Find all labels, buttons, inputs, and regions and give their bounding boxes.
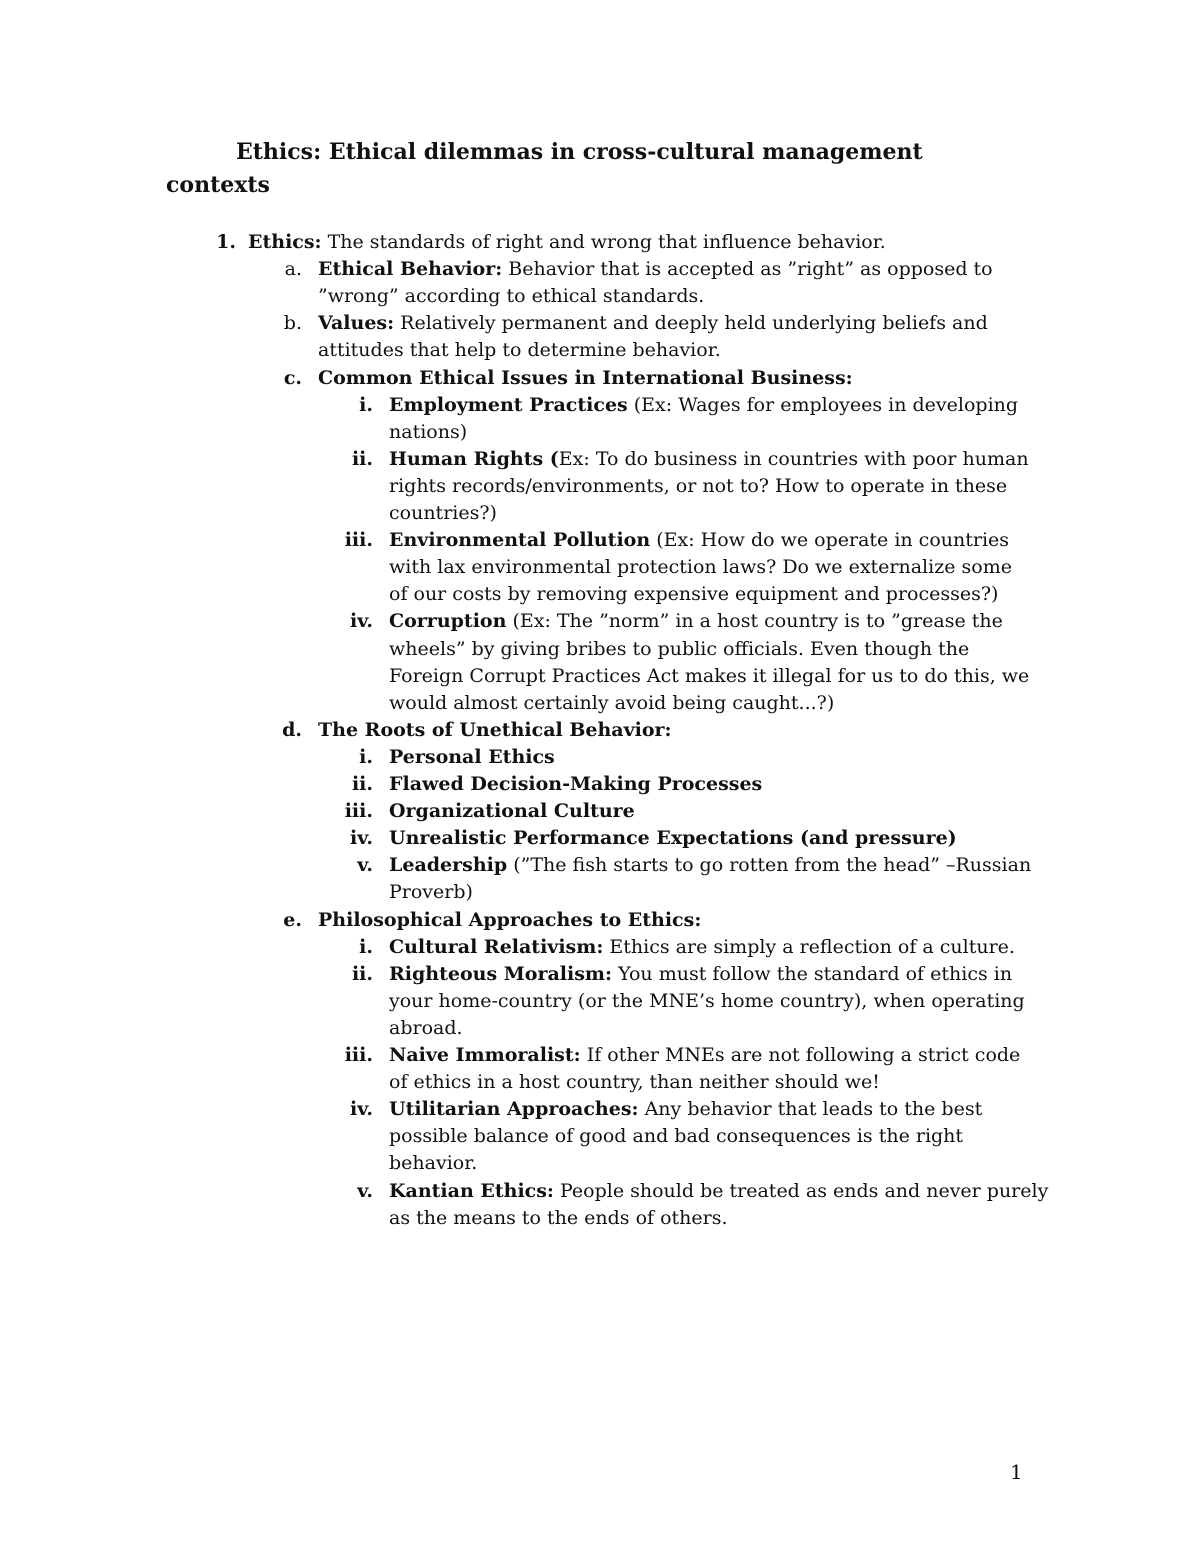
list-item-line: [389, 581, 998, 608]
list-item-term: The Roots of Unethical Behavior:: [318, 718, 672, 741]
list-item-text: attitudes that help to determine behavior.: [318, 339, 721, 362]
list-marker: a.: [284, 258, 302, 281]
list-item-text: behavior.: [389, 1152, 478, 1175]
list-item-line: [389, 636, 969, 663]
list-marker: ii.: [351, 447, 373, 470]
list-item-term: Values:: [318, 312, 395, 335]
list-item-line: [389, 1069, 880, 1096]
list-item-line: [389, 1205, 728, 1232]
list-item-line: [389, 771, 762, 798]
list-item-text: (Ex: The ”norm” in a host country is to ”grease the: [506, 610, 1003, 633]
list-item-line: [389, 879, 473, 906]
list-marker: b.: [283, 312, 302, 335]
list-item-term: Environmental Pollution: [389, 529, 651, 552]
list-item-line: [389, 798, 635, 825]
list-item-line: [389, 1150, 477, 1177]
list-item-text: Behavior that is accepted as ”right” as opposed to: [502, 258, 993, 281]
list-item-text: nations): [389, 420, 468, 443]
list-item-text: abroad.: [389, 1016, 463, 1039]
list-item-line: [389, 1042, 1020, 1069]
list-item-term: Utilitarian Approaches:: [389, 1098, 639, 1121]
list-item-term: Human Rights (: [389, 447, 559, 470]
list-item-text: Proverb): [389, 881, 473, 904]
list-item-line: [389, 961, 1012, 988]
list-marker: iv.: [350, 1098, 373, 1121]
list-item-text: of our costs by removing expensive equipment and processes?): [389, 583, 999, 606]
list-marker: i.: [359, 393, 373, 416]
list-item-text: would almost certainly avoid being caught...?): [389, 691, 835, 714]
list-item-term: Organizational Culture: [389, 800, 635, 823]
list-item-text: countries?): [389, 502, 497, 524]
list-item-text: your home-country (or the MNE’s home country), when operating: [389, 989, 1025, 1012]
list-item-line: [318, 256, 993, 283]
list-item-text: of ethics in a host country, than neither should we!: [389, 1071, 880, 1094]
page-number: 1: [1010, 1460, 1023, 1484]
list-item-line: [318, 337, 721, 364]
list-item-term: Ethics:: [248, 231, 322, 253]
list-item-line: [389, 500, 497, 527]
list-marker: v.: [357, 854, 373, 877]
list-marker: d.: [282, 718, 302, 741]
list-item-text: Ethics are simply a reflection of a culture.: [603, 935, 1015, 958]
list-item-text: ”wrong” according to ethical standards.: [318, 285, 705, 308]
list-item-text: wheels” by giving bribes to public officials. Even though the: [389, 637, 970, 660]
list-marker: e.: [283, 908, 302, 931]
list-item-line: [248, 229, 886, 256]
list-item-text: Any behavior that leads to the best: [638, 1098, 983, 1121]
list-marker: 1.: [216, 231, 236, 253]
list-marker: iii.: [344, 800, 373, 823]
list-item-term: Personal Ethics: [389, 745, 555, 768]
list-marker: c.: [283, 366, 302, 389]
list-item-line: [389, 527, 1009, 554]
list-item-term: Righteous Moralism:: [389, 962, 613, 985]
list-item-term: Cultural Relativism:: [389, 935, 604, 958]
list-item-line: [389, 663, 1029, 690]
list-item-line: [389, 446, 1029, 473]
list-item-text: (Ex: Wages for employees in developing: [627, 393, 1019, 416]
list-item-line: [389, 825, 957, 852]
list-item-line: [389, 608, 1003, 635]
list-item-text: possible balance of good and bad consequences is the right: [389, 1125, 964, 1148]
list-item-term: Naive Immoralist:: [389, 1044, 581, 1066]
list-item-term: Corruption: [389, 610, 507, 633]
list-item-line: [389, 988, 1025, 1015]
list-item-line: [389, 419, 467, 446]
list-item-term: Unrealistic Performance Expectations (and pressure): [389, 827, 957, 850]
list-item-text: with lax environmental protection laws? Do we externalize some: [389, 556, 1012, 579]
list-marker: iv.: [350, 827, 373, 850]
list-item-text: People should be treated as ends and never purely: [553, 1179, 1049, 1202]
list-item-text: as the means to the ends of others.: [389, 1206, 728, 1229]
list-item-line: [318, 365, 853, 392]
list-marker: i.: [359, 745, 373, 768]
list-item-line: [389, 1123, 963, 1150]
list-item-text: rights records/environments, or not to? How to operate in these: [389, 474, 1008, 497]
list-item-term: Flawed Decision-Making Processes: [389, 773, 763, 795]
list-item-text: You must follow the standard of ethics in: [612, 962, 1013, 985]
list-item-line: [389, 1178, 1048, 1205]
list-item-term: Employment Practices: [389, 393, 628, 416]
document-title: Ethics: Ethical dilemmas in cross-cultural management contexts: [166, 139, 923, 198]
list-item-text: Foreign Corrupt Practices Act makes it illegal for us to do this, we: [389, 664, 1030, 687]
list-marker: iii.: [344, 529, 373, 552]
list-marker: ii.: [351, 962, 373, 985]
list-item-term: Ethical Behavior:: [318, 258, 503, 281]
list-item-line: [389, 392, 1018, 419]
list-item-text: The standards of right and wrong that influence behavior.: [321, 231, 886, 253]
list-item-text: Relatively permanent and deeply held underlying beliefs and: [394, 312, 988, 335]
list-marker: ii.: [351, 773, 373, 795]
list-item-line: [389, 473, 1007, 500]
list-marker: i.: [359, 935, 373, 958]
list-item-term: Leadership: [389, 854, 508, 877]
list-item-line: [389, 690, 834, 717]
list-marker: v.: [357, 1179, 373, 1202]
list-item-line: [389, 554, 1012, 581]
list-item-line: [389, 1015, 463, 1042]
list-item-term: Common Ethical Issues in International Business:: [318, 366, 853, 389]
list-item-line: [389, 934, 1015, 961]
list-marker: iii.: [344, 1044, 373, 1066]
list-item-line: [389, 1096, 982, 1123]
list-item-term: Philosophical Approaches to Ethics:: [318, 908, 702, 931]
list-item-line: [389, 852, 1031, 879]
list-item-text: If other MNEs are not following a strict code: [580, 1044, 1021, 1066]
list-marker: iv.: [350, 610, 373, 633]
list-item-text: (Ex: How do we operate in countries: [650, 529, 1010, 552]
list-item-term: Kantian Ethics:: [389, 1179, 554, 1202]
list-item-line: [318, 717, 672, 744]
list-item-line: [389, 744, 555, 771]
list-item-line: [318, 283, 704, 310]
list-item-text: Ex: To do business in countries with poor human: [558, 447, 1029, 470]
list-item-line: [318, 310, 988, 337]
list-item-text: (”The fish starts to go rotten from the head” –Russian: [507, 854, 1032, 877]
list-item-line: [318, 907, 701, 934]
